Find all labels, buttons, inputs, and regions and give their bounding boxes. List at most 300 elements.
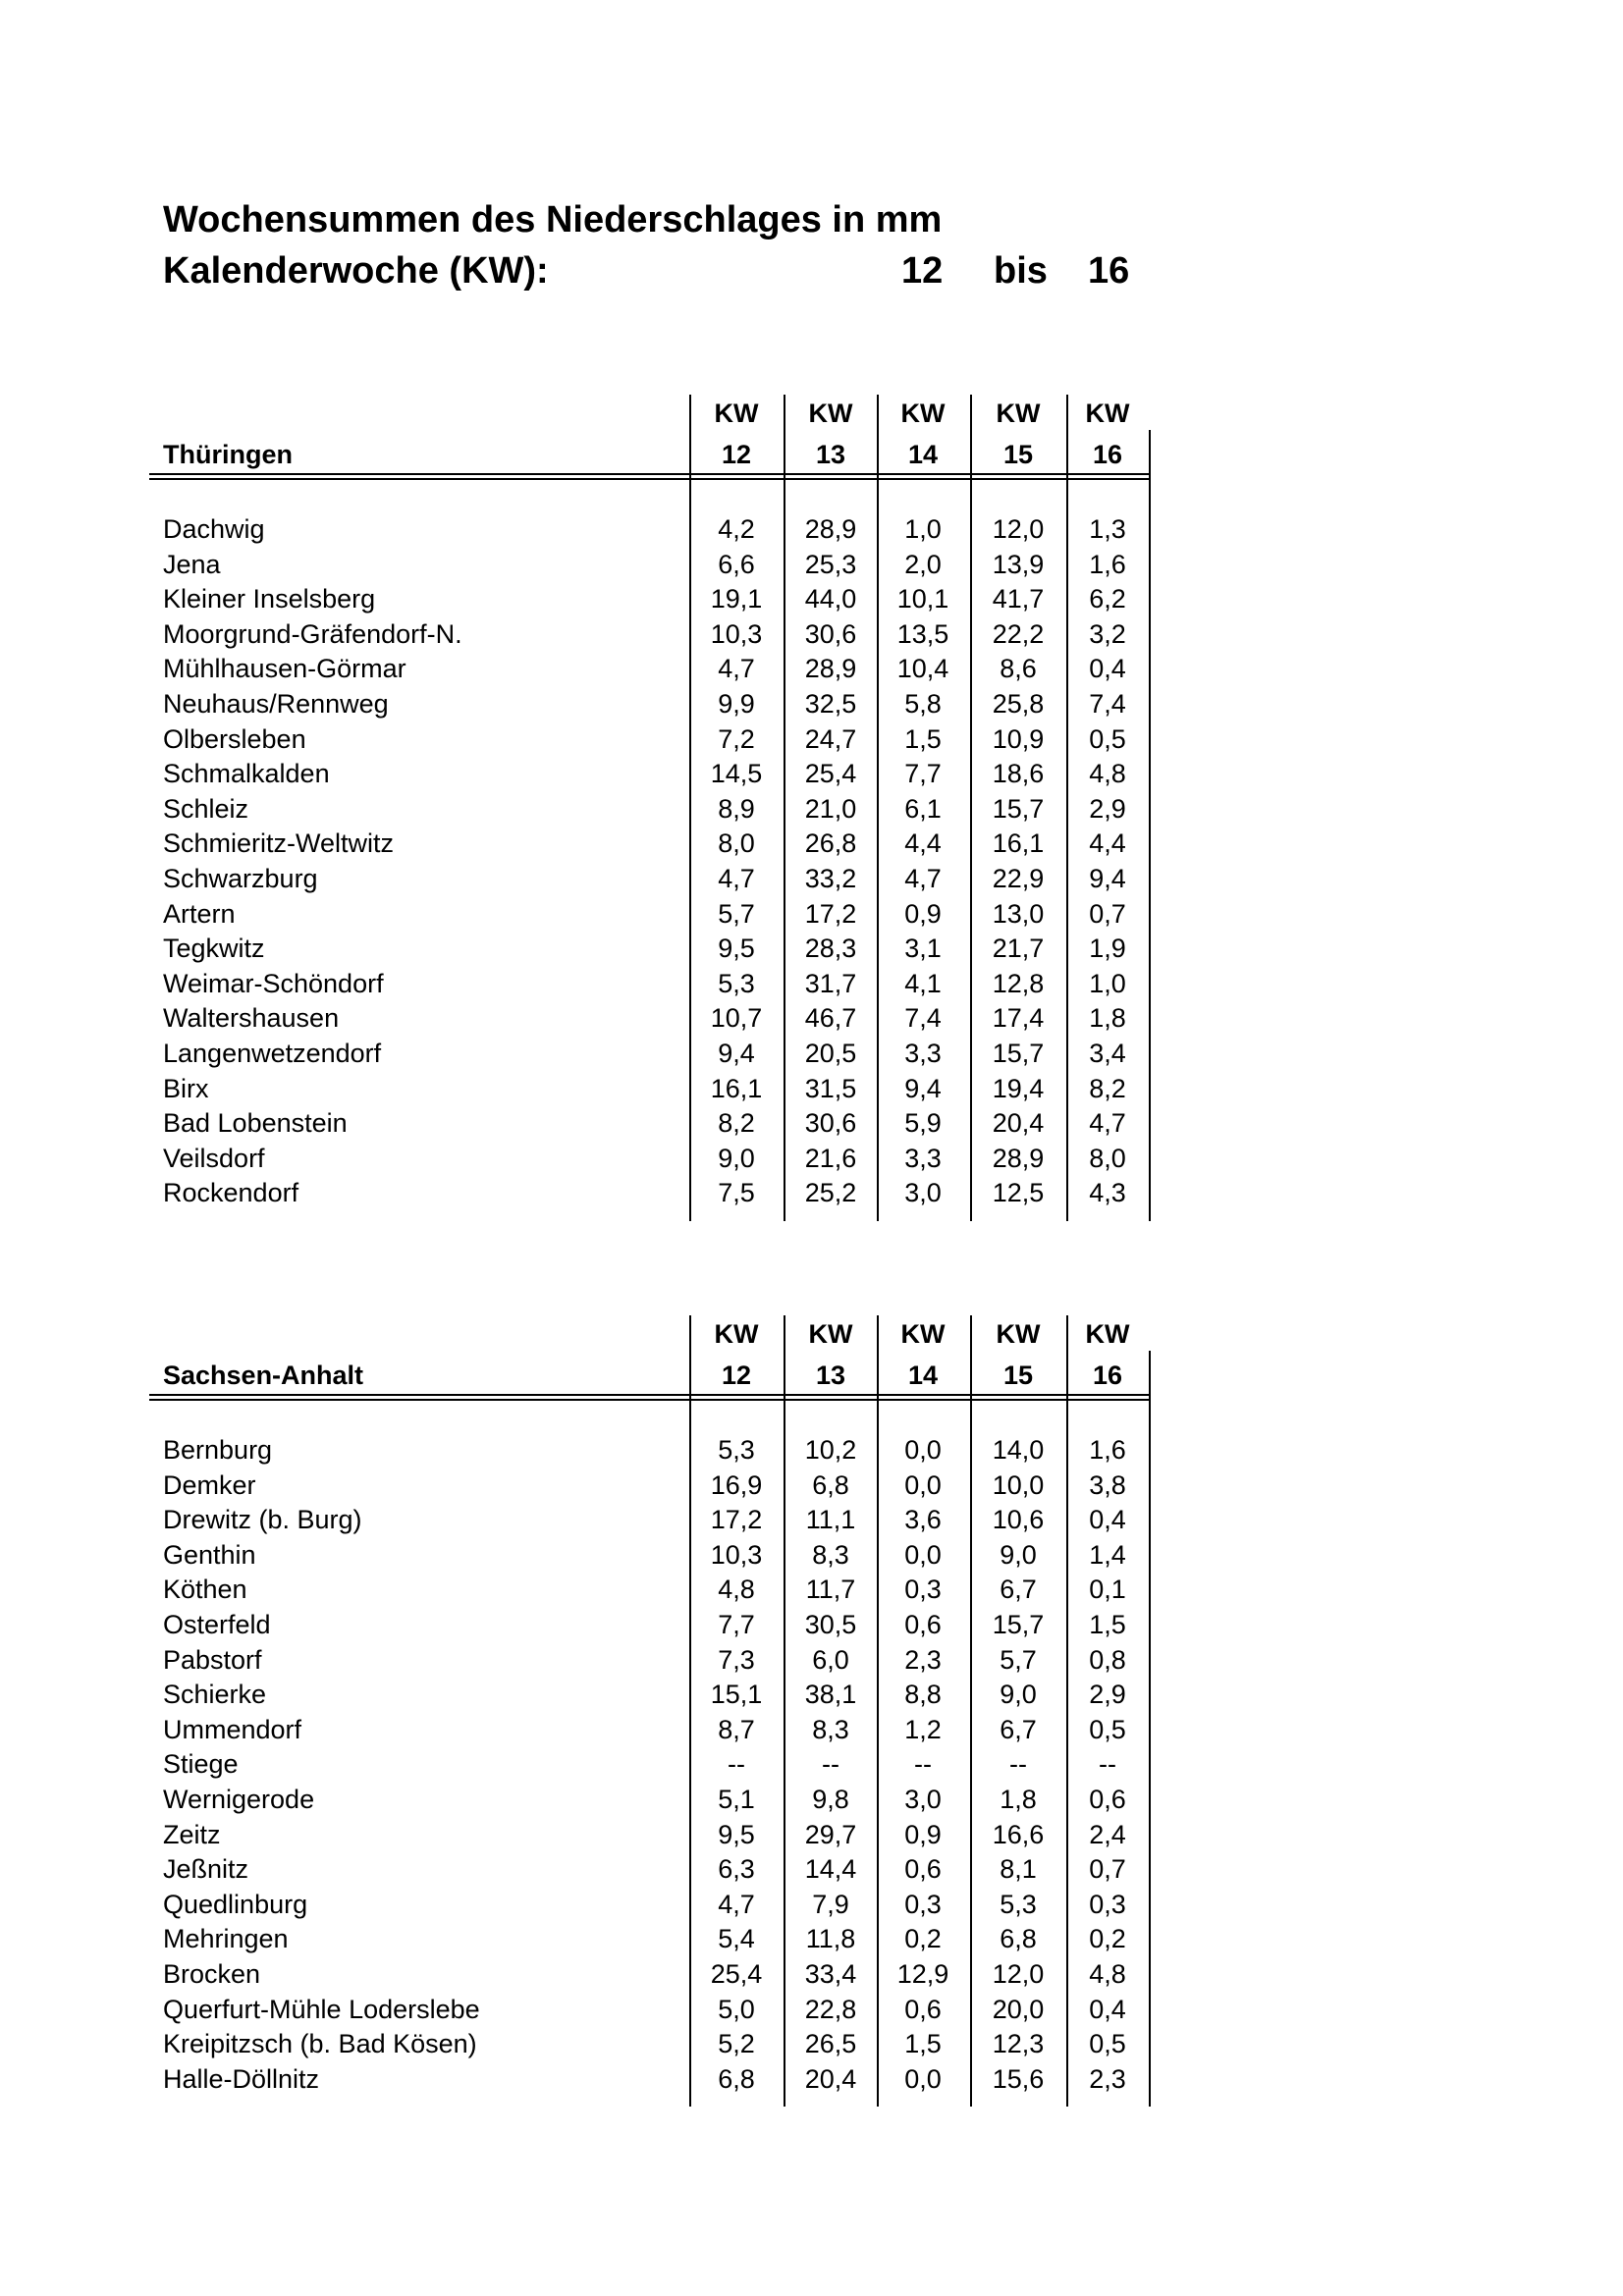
kw-header-label: KW — [996, 1319, 1041, 1349]
table-row — [149, 1001, 1151, 1037]
precip-value: 28,9 — [804, 654, 857, 684]
precip-value: 10,7 — [710, 1003, 763, 1034]
precip-value: 4,1 — [904, 968, 942, 998]
precip-value: 19,4 — [992, 1073, 1045, 1103]
precip-value: 4,7 — [904, 864, 942, 893]
precip-value: 14,0 — [992, 1435, 1045, 1465]
precip-value: 7,3 — [718, 1644, 755, 1675]
precip-value: 30,6 — [804, 618, 857, 649]
kw-header-label: KW — [900, 399, 946, 428]
station-name: Stiege — [163, 1749, 239, 1780]
table-row — [149, 1176, 1151, 1211]
table-row — [149, 967, 1151, 1002]
station-name: Jeßnitz — [163, 1854, 249, 1885]
kw-header-number: 12 — [721, 440, 752, 469]
precip-value: 22,8 — [804, 1994, 857, 2024]
precip-value: 8,3 — [812, 1539, 849, 1570]
table-row — [149, 827, 1151, 862]
table-row — [149, 548, 1151, 583]
precip-value: 33,2 — [804, 864, 857, 893]
precip-value: 5,1 — [718, 1785, 755, 1814]
kw-header-label: KW — [714, 399, 759, 428]
precip-value: 0,0 — [904, 1539, 942, 1570]
precip-value: 1,3 — [1089, 514, 1126, 544]
precip-value: 22,9 — [992, 864, 1045, 893]
station-name: Schmieritz-Weltwitz — [163, 828, 395, 859]
kw-header-number: 13 — [815, 1361, 846, 1390]
precip-value: 0,1 — [1089, 1575, 1126, 1605]
precip-value: 19,1 — [710, 584, 763, 614]
kw-header-number: 14 — [907, 440, 939, 469]
precip-value: 32,5 — [804, 689, 857, 719]
precip-value: 1,6 — [1089, 549, 1126, 579]
precip-value: 1,0 — [1089, 968, 1126, 998]
kw-header-number: 16 — [1092, 1361, 1123, 1390]
station-name: Zeitz — [163, 1819, 221, 1849]
precip-value: 9,0 — [1000, 1680, 1037, 1710]
precip-value: 9,9 — [718, 689, 755, 719]
precip-value: 3,0 — [904, 1785, 942, 1814]
table-row — [149, 1888, 1151, 1923]
precip-value: 9,4 — [1089, 864, 1126, 893]
table-row — [149, 1678, 1151, 1713]
precip-value: 20,4 — [804, 2063, 857, 2094]
precip-value: 7,7 — [904, 759, 942, 789]
precip-value: 5,3 — [718, 1435, 755, 1465]
precip-value: 0,3 — [1089, 1889, 1126, 1919]
station-name: Ummendorf — [163, 1714, 302, 1744]
precip-value: 6,3 — [718, 1854, 755, 1885]
precip-value: 2,0 — [904, 549, 942, 579]
header-rule — [149, 1399, 1151, 1401]
station-name: Brocken — [163, 1959, 261, 1989]
precip-value: 14,5 — [710, 759, 763, 789]
header-rule — [149, 478, 1151, 480]
precip-value: 3,4 — [1089, 1039, 1126, 1068]
precip-value: 4,7 — [1089, 1108, 1126, 1139]
to-week: 16 — [1088, 250, 1130, 292]
precip-value: 12,5 — [992, 1178, 1045, 1208]
table-row — [149, 512, 1151, 548]
region-label: Sachsen-Anhalt — [163, 1361, 364, 1390]
precip-value: 13,9 — [992, 549, 1045, 579]
precip-value: 10,6 — [992, 1505, 1045, 1535]
precip-value: 15,6 — [992, 2063, 1045, 2094]
precip-value: -- — [822, 1749, 839, 1780]
kw-header-label: KW — [714, 1319, 759, 1349]
precip-value: 13,0 — [992, 898, 1045, 929]
precip-value: 0,0 — [904, 2063, 942, 2094]
precip-value: 9,4 — [718, 1039, 755, 1068]
precip-value: 4,4 — [904, 828, 942, 859]
kw-header-number: 16 — [1092, 440, 1123, 469]
precip-value: 1,8 — [1089, 1003, 1126, 1034]
precip-value: 26,8 — [804, 828, 857, 859]
precip-value: 6,7 — [1000, 1714, 1037, 1744]
table-row — [149, 1783, 1151, 1818]
table-row — [149, 1957, 1151, 1993]
precip-value: 3,2 — [1089, 618, 1126, 649]
precip-value: 15,7 — [992, 793, 1045, 824]
precip-value: 29,7 — [804, 1819, 857, 1849]
precip-value: 6,8 — [1000, 1924, 1037, 1954]
precip-value: 8,1 — [1000, 1854, 1037, 1885]
precip-value: 6,7 — [1000, 1575, 1037, 1605]
precip-value: 9,5 — [718, 934, 755, 964]
kw-header-label: KW — [808, 1319, 853, 1349]
precip-value: 7,9 — [812, 1889, 849, 1919]
precip-value: 12,3 — [992, 2029, 1045, 2059]
precip-value: 10,1 — [896, 584, 949, 614]
table-row — [149, 1142, 1151, 1177]
kw-header-label: KW — [1085, 399, 1130, 428]
station-name: Tegkwitz — [163, 934, 265, 964]
precip-value: 9,8 — [812, 1785, 849, 1814]
precip-value: -- — [1099, 1749, 1116, 1780]
precip-value: 0,4 — [1089, 1994, 1126, 2024]
precip-value: 46,7 — [804, 1003, 857, 1034]
station-name: Schmalkalden — [163, 759, 330, 789]
table-row — [149, 932, 1151, 967]
precip-value: 0,8 — [1089, 1644, 1126, 1675]
table-row — [149, 1538, 1151, 1574]
station-name: Demker — [163, 1469, 256, 1500]
precip-value: 8,6 — [1000, 654, 1037, 684]
precip-value: 0,3 — [904, 1889, 942, 1919]
precip-value: 5,2 — [718, 2029, 755, 2059]
precip-value: 12,9 — [896, 1959, 949, 1989]
precip-value: 6,8 — [718, 2063, 755, 2094]
precip-value: 0,6 — [1089, 1785, 1126, 1814]
table-row — [149, 1573, 1151, 1608]
precip-value: 0,0 — [904, 1435, 942, 1465]
precip-value: 15,7 — [992, 1610, 1045, 1639]
precip-value: 28,9 — [992, 1143, 1045, 1173]
precip-value: -- — [914, 1749, 932, 1780]
table-row — [149, 582, 1151, 617]
precip-value: 0,2 — [1089, 1924, 1126, 1954]
precip-value: 1,6 — [1089, 1435, 1126, 1465]
precip-value: 4,8 — [718, 1575, 755, 1605]
station-name: Bad Lobenstein — [163, 1108, 348, 1139]
precip-value: 21,0 — [804, 793, 857, 824]
precip-value: 1,4 — [1089, 1539, 1126, 1570]
station-name: Mühlhausen-Görmar — [163, 654, 406, 684]
kw-header-label: KW — [900, 1319, 946, 1349]
precip-value: 7,5 — [718, 1178, 755, 1208]
precip-value: 8,8 — [904, 1680, 942, 1710]
table-row — [149, 897, 1151, 933]
precip-value: 0,2 — [904, 1924, 942, 1954]
precip-value: 10,0 — [992, 1469, 1045, 1500]
station-name: Mehringen — [163, 1924, 289, 1954]
precip-value: 11,8 — [805, 1924, 856, 1954]
table-row — [149, 1643, 1151, 1679]
table-row — [149, 1818, 1151, 1853]
station-name: Kreipitzsch (b. Bad Kösen) — [163, 2029, 477, 2059]
precip-value: 8,0 — [718, 828, 755, 859]
precip-value: 16,6 — [992, 1819, 1045, 1849]
precip-value: 5,0 — [718, 1994, 755, 2024]
precip-value: 11,1 — [805, 1505, 856, 1535]
precip-value: 0,5 — [1089, 723, 1126, 754]
precip-value: 3,3 — [904, 1039, 942, 1068]
bis-label: bis — [994, 250, 1048, 292]
precip-value: 1,5 — [904, 723, 942, 754]
precip-value: 9,0 — [1000, 1539, 1037, 1570]
table-row — [149, 1072, 1151, 1107]
precip-value: 1,0 — [904, 514, 942, 544]
table-row — [149, 1713, 1151, 1748]
station-name: Jena — [163, 549, 221, 579]
precip-value: 17,2 — [804, 898, 857, 929]
precip-value: 4,8 — [1089, 1959, 1126, 1989]
table-row — [149, 1608, 1151, 1643]
station-name: Birx — [163, 1073, 209, 1103]
kw-header-label: KW — [1085, 1319, 1130, 1349]
precip-value: 41,7 — [992, 584, 1045, 614]
precip-value: 15,1 — [710, 1680, 763, 1710]
station-name: Bernburg — [163, 1435, 273, 1465]
station-name: Olbersleben — [163, 723, 306, 754]
precip-value: 30,5 — [804, 1610, 857, 1639]
kw-header-number: 15 — [1002, 1361, 1034, 1390]
precip-value: 38,1 — [804, 1680, 857, 1710]
precip-value: 7,2 — [718, 723, 755, 754]
precip-value: 25,4 — [804, 759, 857, 789]
precip-value: 4,7 — [718, 654, 755, 684]
precip-value: 7,4 — [904, 1003, 942, 1034]
precip-value: 0,5 — [1089, 2029, 1126, 2059]
precip-value: 7,7 — [718, 1610, 755, 1639]
precip-value: 6,8 — [812, 1469, 849, 1500]
precip-value: 6,6 — [718, 549, 755, 579]
precip-value: 1,8 — [1000, 1785, 1037, 1814]
precip-value: 16,1 — [992, 828, 1045, 859]
precip-value: 5,9 — [904, 1108, 942, 1139]
precip-value: 4,2 — [718, 514, 755, 544]
precip-value: 0,9 — [904, 1819, 942, 1849]
precip-value: 5,8 — [904, 689, 942, 719]
precip-value: 17,2 — [710, 1505, 763, 1535]
precip-value: 11,7 — [805, 1575, 856, 1605]
precip-value: 8,2 — [1089, 1073, 1126, 1103]
precip-value: 2,3 — [904, 1644, 942, 1675]
precip-value: 4,8 — [1089, 759, 1126, 789]
station-name: Osterfeld — [163, 1610, 271, 1639]
precip-value: 4,7 — [718, 864, 755, 893]
precip-value: 9,5 — [718, 1819, 755, 1849]
precip-value: 5,7 — [1000, 1644, 1037, 1675]
precip-value: 44,0 — [804, 584, 857, 614]
precip-value: 7,4 — [1089, 689, 1126, 719]
precip-value: 8,0 — [1089, 1143, 1126, 1173]
precip-value: 25,8 — [992, 689, 1045, 719]
table-row — [149, 1468, 1151, 1504]
precip-value: 9,0 — [718, 1143, 755, 1173]
precip-value: 18,6 — [992, 759, 1045, 789]
station-name: Schierke — [163, 1680, 267, 1710]
kw-header-number: 15 — [1002, 440, 1034, 469]
station-name: Quedlinburg — [163, 1889, 308, 1919]
station-name: Dachwig — [163, 514, 265, 544]
table-row — [149, 1037, 1151, 1072]
station-name: Querfurt-Mühle Loderslebe — [163, 1994, 480, 2024]
precip-value: 0,5 — [1089, 1714, 1126, 1744]
station-name: Artern — [163, 898, 236, 929]
station-name: Wernigerode — [163, 1785, 315, 1814]
precip-value: 21,6 — [804, 1143, 857, 1173]
table-row — [149, 2027, 1151, 2062]
table-row — [149, 1993, 1151, 2028]
precip-value: 12,0 — [992, 1959, 1045, 1989]
precip-value: 0,9 — [904, 898, 942, 929]
precip-value: 4,4 — [1089, 828, 1126, 859]
precip-value: 20,5 — [804, 1039, 857, 1068]
precip-value: 3,0 — [904, 1178, 942, 1208]
station-name: Moorgrund-Gräfendorf-N. — [163, 618, 462, 649]
precip-value: 12,0 — [992, 514, 1045, 544]
precip-value: 31,5 — [804, 1073, 857, 1103]
region-label: Thüringen — [163, 440, 293, 469]
kw-header-number: 14 — [907, 1361, 939, 1390]
precip-value: 10,3 — [710, 618, 763, 649]
precip-value: 2,9 — [1089, 793, 1126, 824]
table-row — [149, 862, 1151, 897]
calendar-week-label: Kalenderwoche (KW): — [163, 250, 549, 292]
precip-value: 6,2 — [1089, 584, 1126, 614]
precip-value: 22,2 — [992, 618, 1045, 649]
table-row — [149, 2062, 1151, 2098]
precip-value: 14,4 — [804, 1854, 857, 1885]
station-name: Waltershausen — [163, 1003, 340, 1034]
precip-value: 10,3 — [710, 1539, 763, 1570]
table-row — [149, 617, 1151, 653]
table-row — [149, 687, 1151, 722]
precip-value: 25,4 — [710, 1959, 763, 1989]
precip-value: 9,4 — [904, 1073, 942, 1103]
precip-value: 5,7 — [718, 898, 755, 929]
precip-value: 10,2 — [804, 1435, 857, 1465]
table-thueringen — [149, 395, 1151, 1221]
table-row — [149, 722, 1151, 758]
station-name: Köthen — [163, 1575, 247, 1605]
precip-value: 30,6 — [804, 1108, 857, 1139]
header-rule — [149, 473, 1151, 475]
precip-value: 26,5 — [804, 2029, 857, 2059]
precip-value: 16,9 — [710, 1469, 763, 1500]
station-name: Schwarzburg — [163, 864, 318, 893]
precip-value: 1,9 — [1089, 934, 1126, 964]
precip-value: 8,2 — [718, 1108, 755, 1139]
precip-value: 0,4 — [1089, 1505, 1126, 1535]
precip-value: 28,3 — [804, 934, 857, 964]
precip-value: -- — [1009, 1749, 1027, 1780]
precip-value: 3,3 — [904, 1143, 942, 1173]
precip-value: 3,1 — [904, 934, 942, 964]
precip-value: 0,6 — [904, 1610, 942, 1639]
table-row — [149, 1433, 1151, 1468]
precip-value: 10,4 — [896, 654, 949, 684]
precip-value: 4,7 — [718, 1889, 755, 1919]
precip-value: 12,8 — [992, 968, 1045, 998]
precip-value: 33,4 — [804, 1959, 857, 1989]
title-line-1: Wochensummen des Niederschlages in mm — [163, 199, 943, 240]
precip-value: 6,0 — [812, 1644, 849, 1675]
precip-value: 13,5 — [896, 618, 949, 649]
kw-header-number: 12 — [721, 1361, 752, 1390]
station-name: Pabstorf — [163, 1644, 262, 1675]
table-row — [149, 1106, 1151, 1142]
station-name: Halle-Döllnitz — [163, 2063, 320, 2094]
precip-value: 6,1 — [904, 793, 942, 824]
precip-value: 0,3 — [904, 1575, 942, 1605]
precip-value: 0,7 — [1089, 1854, 1126, 1885]
precip-value: 2,4 — [1089, 1819, 1126, 1849]
kw-header-label: KW — [996, 399, 1041, 428]
precip-value: 0,7 — [1089, 898, 1126, 929]
header-rule — [149, 1394, 1151, 1396]
kw-header-number: 13 — [815, 440, 846, 469]
station-name: Neuhaus/Rennweg — [163, 689, 389, 719]
table-row — [149, 1922, 1151, 1957]
precip-value: 2,3 — [1089, 2063, 1126, 2094]
table-row — [149, 1503, 1151, 1538]
page-title — [163, 194, 1130, 292]
station-name: Schleiz — [163, 793, 249, 824]
precip-value: 1,5 — [904, 2029, 942, 2059]
table-row — [149, 757, 1151, 792]
from-week: 12 — [901, 250, 944, 292]
precip-value: 5,3 — [718, 968, 755, 998]
station-name: Genthin — [163, 1539, 256, 1570]
table-row — [149, 1747, 1151, 1783]
precip-value: 5,3 — [1000, 1889, 1037, 1919]
precip-value: 21,7 — [992, 934, 1045, 964]
station-name: Drewitz (b. Burg) — [163, 1505, 362, 1535]
precip-value: 25,3 — [804, 549, 857, 579]
precip-value: 3,6 — [904, 1505, 942, 1535]
station-name: Langenwetzendorf — [163, 1039, 382, 1068]
station-name: Veilsdorf — [163, 1143, 265, 1173]
precip-value: 15,7 — [992, 1039, 1045, 1068]
precip-value: 0,4 — [1089, 654, 1126, 684]
precip-value: 25,2 — [804, 1178, 857, 1208]
precip-value: 0,6 — [904, 1854, 942, 1885]
precip-value: 10,9 — [992, 723, 1045, 754]
table-row — [149, 652, 1151, 687]
precip-value: -- — [728, 1749, 745, 1780]
table-row — [149, 792, 1151, 828]
precip-value: 0,6 — [904, 1994, 942, 2024]
table-sachsen-anhalt — [149, 1315, 1151, 2107]
precip-value: 20,4 — [992, 1108, 1045, 1139]
precip-value: 8,7 — [718, 1714, 755, 1744]
precip-value: 17,4 — [992, 1003, 1045, 1034]
station-name: Kleiner Inselsberg — [163, 584, 376, 614]
kw-header-label: KW — [808, 399, 853, 428]
precip-value: 31,7 — [804, 968, 857, 998]
station-name: Weimar-Schöndorf — [163, 968, 384, 998]
precip-value: 24,7 — [804, 723, 857, 754]
precip-value: 2,9 — [1089, 1680, 1126, 1710]
precip-value: 28,9 — [804, 514, 857, 544]
precip-value: 3,8 — [1089, 1469, 1126, 1500]
precip-value: 4,3 — [1089, 1178, 1126, 1208]
precip-value: 5,4 — [718, 1924, 755, 1954]
precip-value: 0,0 — [904, 1469, 942, 1500]
station-name: Rockendorf — [163, 1178, 299, 1208]
